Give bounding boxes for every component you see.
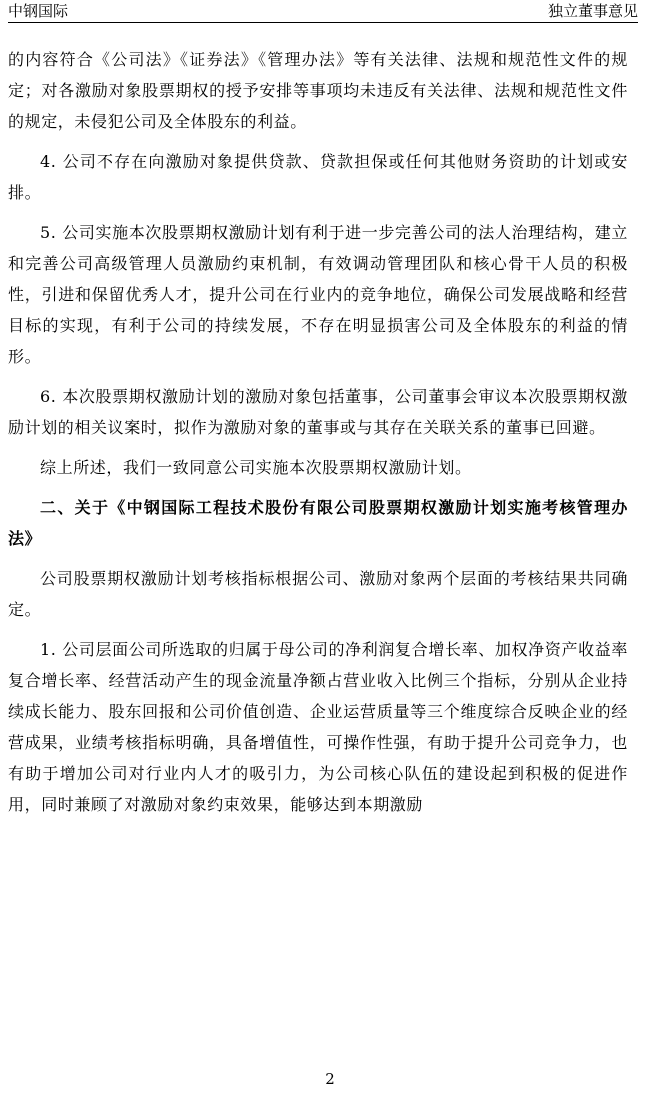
page-number: 2	[325, 1070, 335, 1088]
paragraph-item-5: 5. 公司实施本次股票期权激励计划有利于进一步完善公司的法人治理结构，建立和完善公司高级管理人员激励约束机制，有效调动管理团队和核心骨干人员的积极性，引进和保留优秀人才，提升公司在行业内的竞争地位，确保公司发展战略和经营目标的实现，有利于公司的持续发展，不存在明显损害公司及全体股东的利益的情形。	[8, 223, 628, 366]
paragraph-continued: 的内容符合《公司法》《证券法》《管理办法》等有关法律、法规和规范性文件的规定；对各激励对象股票期权的授予安排等事项均未违反有关法律、法规和规范性文件的规定，未侵犯公司及全体股东的利益。	[8, 50, 628, 131]
header-company: 中钢国际	[8, 2, 69, 20]
paragraph-intro: 公司股票期权激励计划考核指标根据公司、激励对象两个层面的考核结果共同确定。	[8, 569, 628, 619]
paragraph-item-6: 6. 本次股票期权激励计划的激励对象包括董事，公司董事会审议本次股票期权激励计划的相关议案时，拟作为激励对象的董事或与其存在关联关系的董事已回避。	[8, 387, 628, 437]
paragraph-item-4: 4. 公司不存在向激励对象提供贷款、贷款担保或任何其他财务资助的计划或安排。	[8, 152, 628, 202]
header-doc-type: 独立董事意见	[547, 2, 638, 20]
page-header	[8, 0, 638, 23]
section-heading: 二、关于《中钢国际工程技术股份有限公司股票期权激励计划实施考核管理办法》	[8, 498, 628, 548]
paragraph-conclusion: 综上所述，我们一致同意公司实施本次股票期权激励计划。	[40, 458, 472, 477]
document-body	[8, 44, 628, 829]
paragraph-item-1: 1. 公司层面公司所选取的归属于母公司的净利润复合增长率、加权净资产收益率复合增长率、经营活动产生的现金流量净额占营业收入比例三个指标，分别从企业持续成长能力、股东回报和公司价值创造、企业运营质量等三个维度综合反映企业的经营成果，业绩考核指标明确，具备增值性，可操作性强，有助于提升公司竞争力，也有助于增加公司对行业内人才的吸引力，为公司核心队伍的建设起到积极的促进作用，同时兼顾了对激励对象约束效果，能够达到本期激励	[8, 640, 628, 814]
